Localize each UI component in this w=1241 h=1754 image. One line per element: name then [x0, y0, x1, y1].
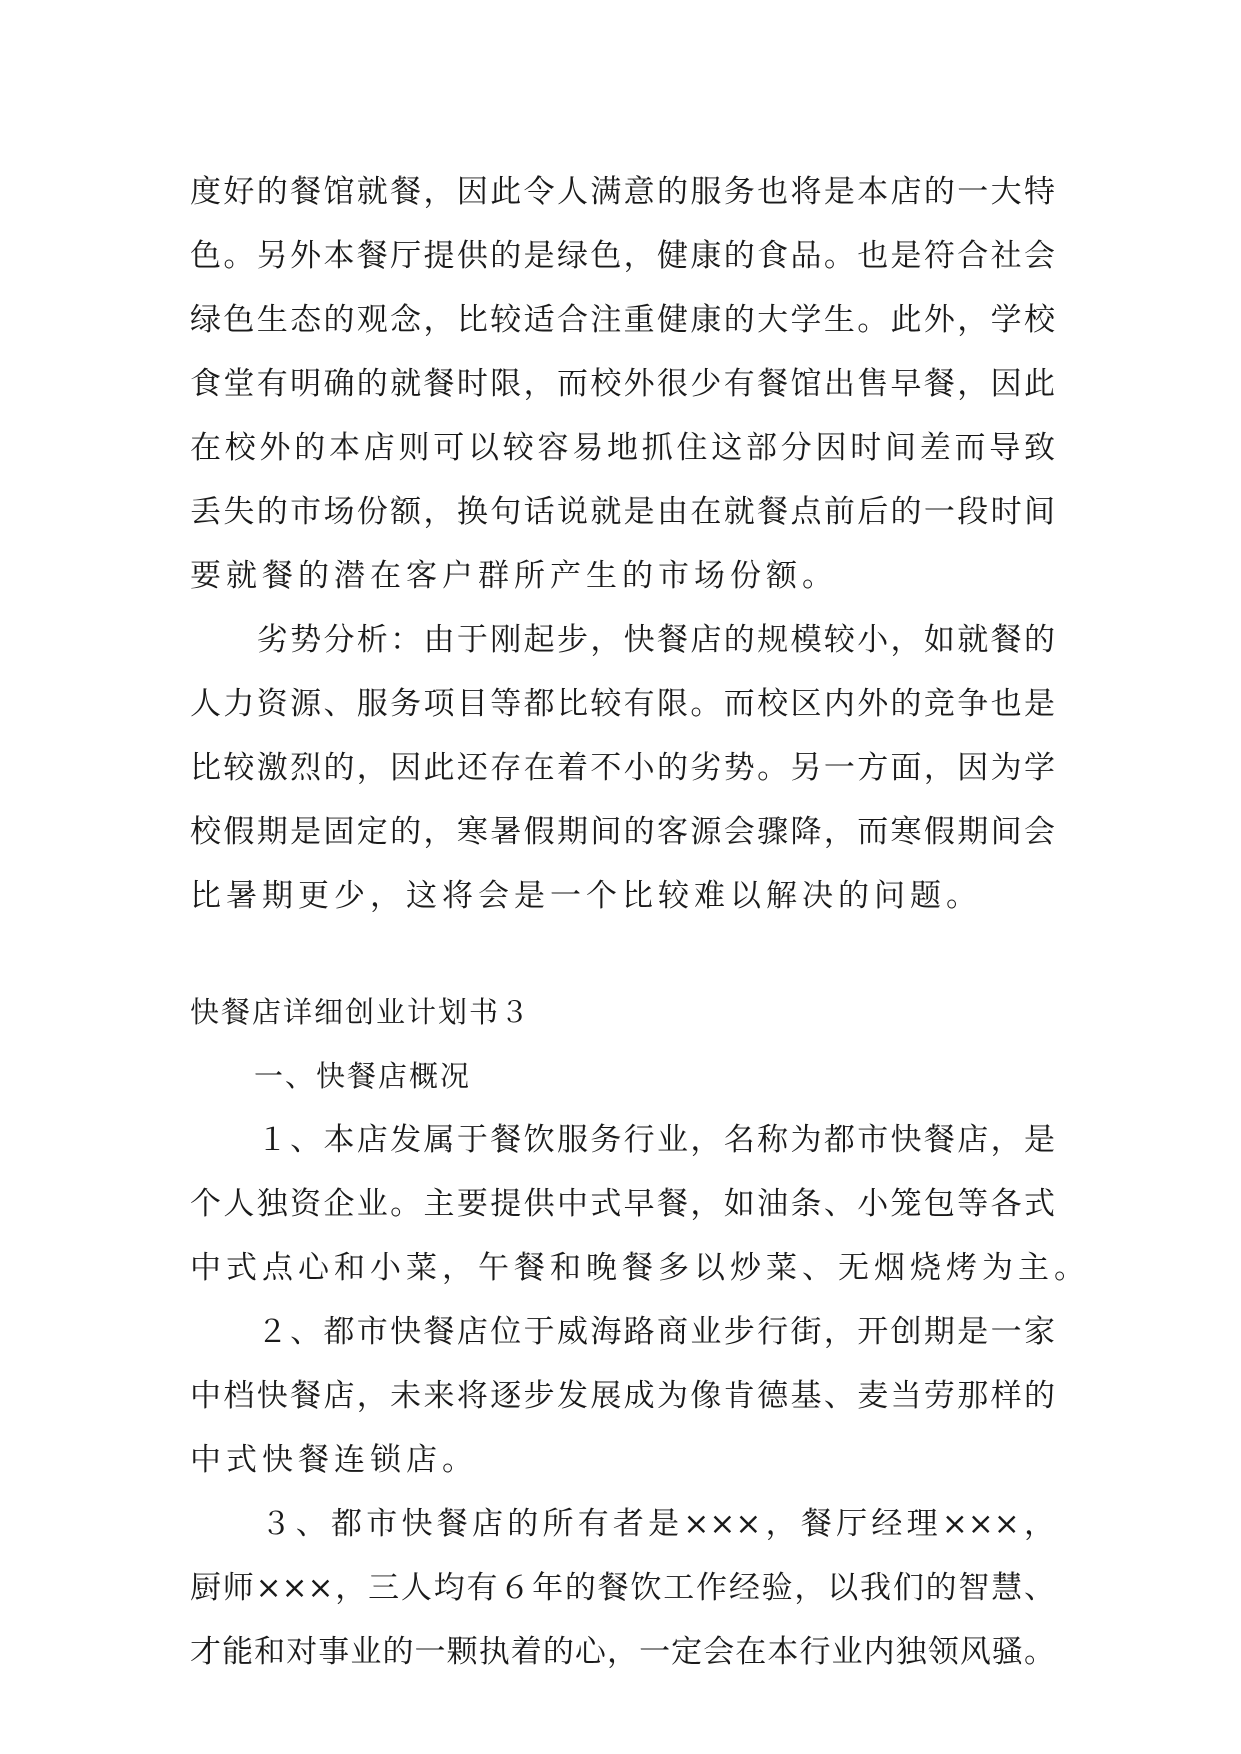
text-line: 丢失的市场份额，换句话说就是由在就餐点前后的一段时间	[190, 494, 1055, 530]
section-title: 快餐店详细创业计划书３	[190, 995, 532, 1029]
text-line: 人力资源、服务项目等都比较有限。而校区内外的竞争也是	[190, 686, 1055, 722]
paragraph-item-2	[190, 1300, 1055, 1492]
text-line: 厨师×××，三人均有６年的餐饮工作经验，以我们的智慧、	[190, 1570, 1055, 1606]
text-line: 度好的餐馆就餐，因此令人满意的服务也将是本店的一大特	[190, 174, 1055, 210]
subheading: 一、快餐店概况	[254, 1059, 472, 1093]
text-line: 才能和对事业的一颗执着的心，一定会在本行业内独领风骚。	[190, 1634, 1055, 1670]
text-line: 比较激烈的，因此还存在着不小的劣势。另一方面，因为学	[190, 750, 1055, 786]
text-line: 比暑期更少，这将会是一个比较难以解决的问题。	[190, 878, 982, 914]
text-line: ２、都市快餐店位于威海路商业步行街，开创期是一家	[190, 1314, 1055, 1350]
text-line: 中式点心和小菜，午餐和晚餐多以炒菜、无烟烧烤为主。	[190, 1250, 1090, 1286]
text-line: 色。另外本餐厅提供的是绿色，健康的食品。也是符合社会	[190, 238, 1055, 274]
text-line: 个人独资企业。主要提供中式早餐，如油条、小笼包等各式	[190, 1186, 1055, 1222]
paragraph-item-3	[190, 1492, 1055, 1684]
text-line: 中式快餐连锁店。	[190, 1442, 478, 1478]
text-line: １、本店发属于餐饮服务行业，名称为都市快餐店，是	[190, 1122, 1055, 1158]
text-line: 要就餐的潜在客户群所产生的市场份额。	[190, 558, 838, 594]
text-line: 在校外的本店则可以较容易地抓住这部分因时间差而导致	[190, 430, 1055, 466]
text-line: 食堂有明确的就餐时限，而校外很少有餐馆出售早餐，因此	[190, 366, 1055, 402]
paragraph-item-1	[190, 1108, 1090, 1300]
paragraph-weakness-analysis	[190, 608, 1055, 928]
paragraph-service-advantage	[190, 160, 1055, 608]
text-line: 劣势分析：由于刚起步，快餐店的规模较小，如就餐的	[190, 622, 1055, 658]
section-spacer	[190, 928, 1055, 980]
text-line: ３、都市快餐店的所有者是×××，餐厅经理×××，	[190, 1506, 1055, 1542]
text-line: 校假期是固定的，寒暑假期间的客源会骤降，而寒假期间会	[190, 814, 1055, 850]
text-line: 绿色生态的观念，比较适合注重健康的大学生。此外，学校	[190, 302, 1055, 338]
text-line: 中档快餐店，未来将逐步发展成为像肯德基、麦当劳那样的	[190, 1378, 1055, 1414]
document-page	[190, 160, 1090, 1684]
